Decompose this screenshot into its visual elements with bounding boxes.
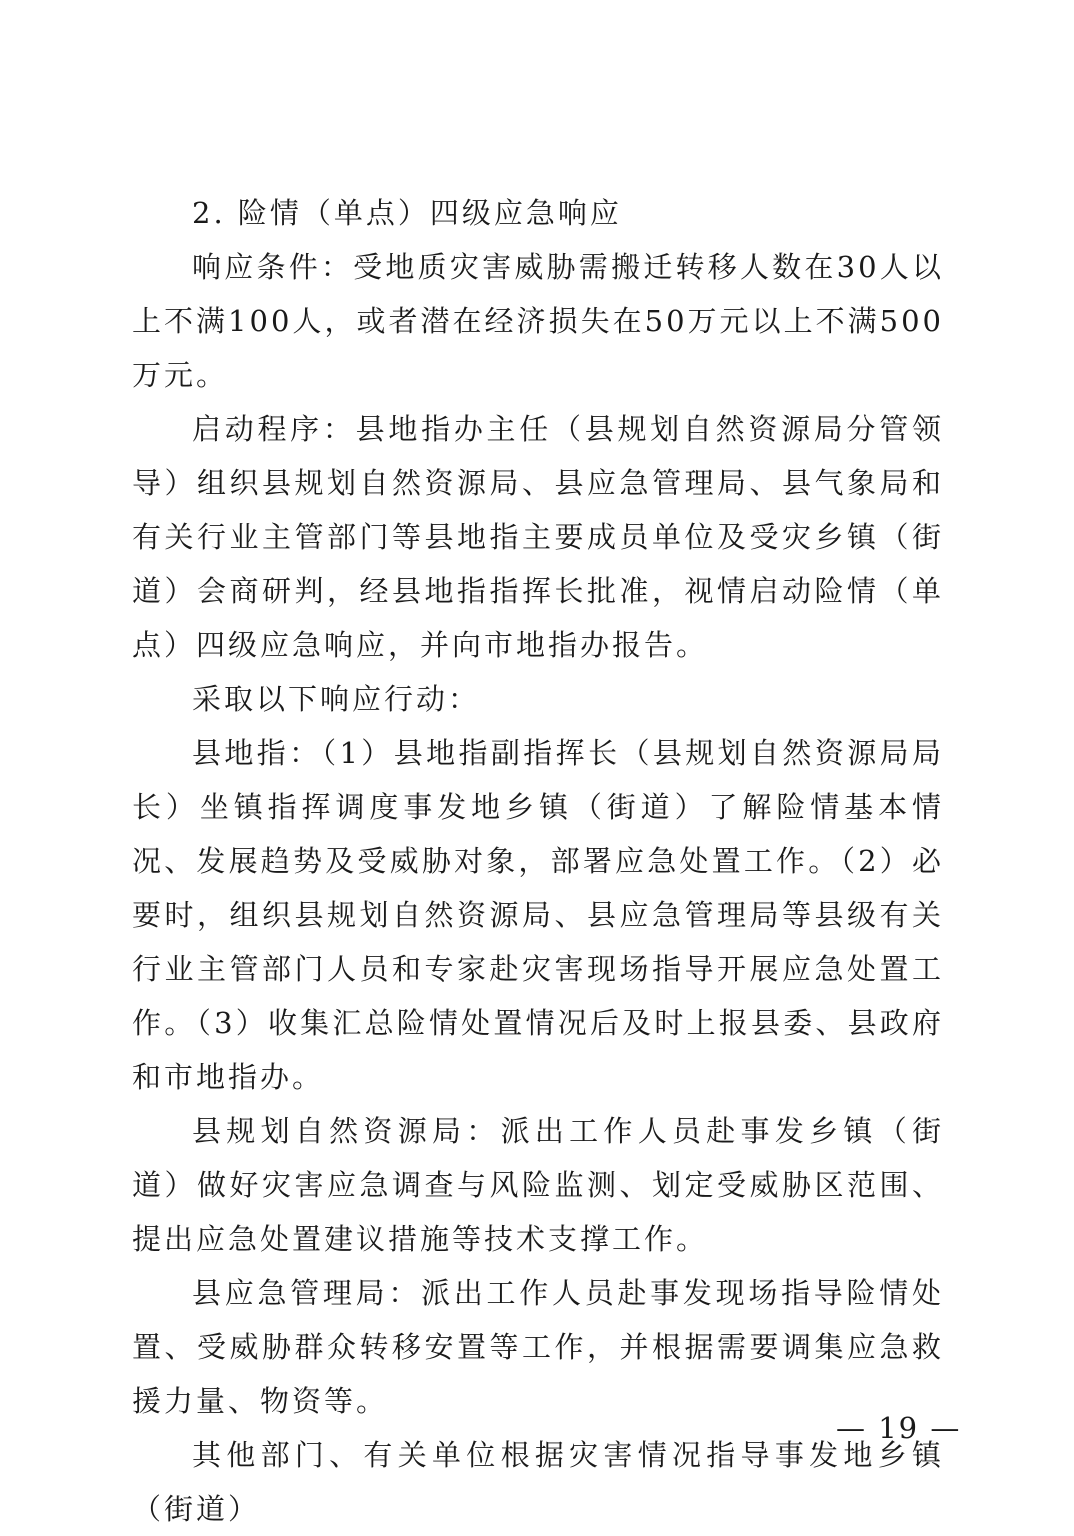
paragraph-response-actions-intro: 采取以下响应行动：: [192, 682, 481, 716]
page-number: — 19 —: [836, 1411, 962, 1445]
paragraph-other-departments: 其他部门、有关单位根据灾害情况指导事发地乡镇（街道）: [132, 1438, 944, 1526]
document-body: [132, 186, 944, 1536]
section-heading: 2. 险情（单点）四级应急响应: [192, 196, 622, 230]
paragraph-response-conditions: 响应条件：受地质灾害威胁需搬迁转移人数在30人以上不满100人，或者潜在经济损失在50万元以上不满500万元。: [132, 250, 944, 392]
paragraph-county-command: 县地指：（1）县地指副指挥长（县规划自然资源局局长）坐镇指挥调度事发地乡镇（街道）了解险情基本情况、发展趋势及受威胁对象，部署应急处置工作。（2）必要时，组织县规划自然资源局、县应急管理局等县级有关行业主管部门人员和专家赴灾害现场指导开展应急处置工作。（3）收集汇总险情处置情况后及时上报县委、县政府和市地指办。: [132, 736, 944, 1094]
paragraph-startup-procedure: 启动程序：县地指办主任（县规划自然资源局分管领导）组织县规划自然资源局、县应急管理局、县气象局和有关行业主管部门等县地指主要成员单位及受灾乡镇（街道）会商研判，经县地指指挥长批准，视情启动险情（单点）四级应急响应，并向市地指办报告。: [132, 412, 944, 662]
paragraph-planning-bureau: 县规划自然资源局：派出工作人员赴事发乡镇（街道）做好灾害应急调查与风险监测、划定受威胁区范围、提出应急处置建议措施等技术支撑工作。: [132, 1114, 944, 1256]
paragraph-emergency-bureau: 县应急管理局：派出工作人员赴事发现场指导险情处置、受威胁群众转移安置等工作，并根据需要调集应急救援力量、物资等。: [132, 1276, 944, 1418]
